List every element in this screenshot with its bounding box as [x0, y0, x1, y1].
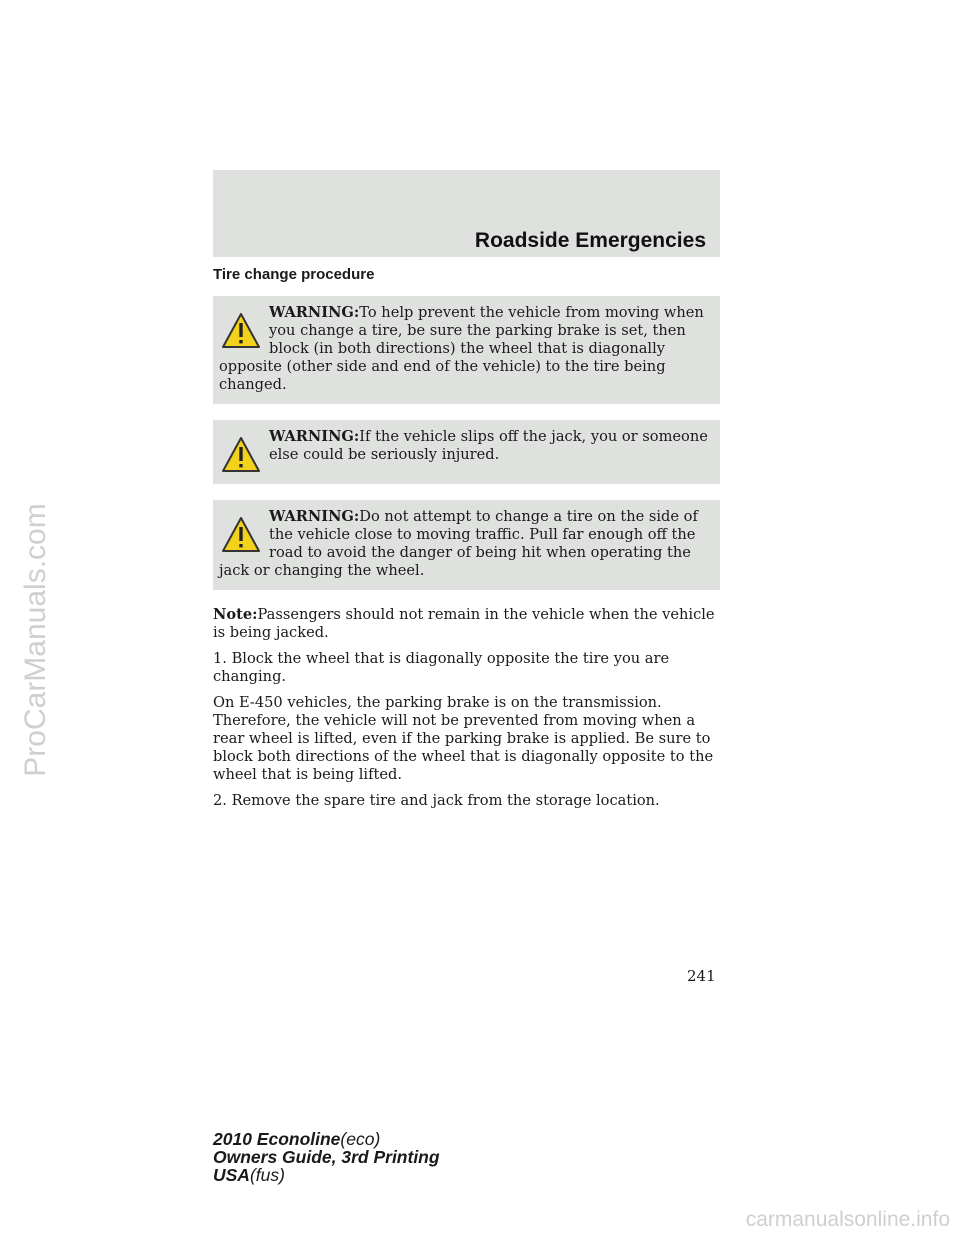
bottom-watermark: carmanualsonline.info: [745, 1208, 950, 1231]
warning-box-1: [213, 296, 720, 404]
step-2: 2. Remove the spare tire and jack from the storage location.: [213, 792, 660, 809]
footer-line-1: [213, 1130, 440, 1148]
footer-model-code: (eco): [340, 1129, 381, 1149]
warning-triangle-icon: [221, 516, 261, 554]
note-paragraph: [213, 606, 720, 642]
section-title: Roadside Emergencies: [474, 229, 706, 252]
footer-line-2: Owners Guide, 3rd Printing: [213, 1147, 440, 1167]
warning-text-3: [219, 508, 710, 580]
footer-line-3: [213, 1166, 440, 1184]
note-label: Note:: [213, 606, 258, 623]
page-content: [213, 266, 720, 818]
note-text: Passengers should not remain in the vehicle when the vehicle is being jacked.: [213, 606, 715, 641]
warning-label: WARNING:: [269, 304, 360, 321]
page-number: 241: [687, 967, 716, 985]
side-watermark: [6, 0, 66, 1242]
warning-box-3: [213, 500, 720, 590]
warning-text-1: [219, 304, 710, 394]
footer-model: 2010 Econoline: [213, 1129, 341, 1149]
footer: [213, 1130, 440, 1184]
warning-text-2: [219, 428, 710, 464]
footer-market-code: (fus): [249, 1165, 285, 1185]
warning-label: WARNING:: [269, 508, 360, 525]
warning-body: Do not attempt to change a tire on the side of the vehicle close to moving traffic. Pull far enough off the road to avoid the danger of being hit when operating the jack or changing the wheel.: [219, 508, 698, 579]
warning-body: To help prevent the vehicle from moving when you change a tire, be sure the parking brake is set, then block (in both directions) the wheel that is diagonally opposite (other side and end of the vehicle) to the tire being changed.: [219, 304, 704, 393]
warning-box-2: [213, 420, 720, 484]
section-header-band: [213, 170, 720, 257]
e450-paragraph: On E-450 vehicles, the parking brake is on the transmission. Therefore, the vehicle will not be prevented from moving when a rear wheel is lifted, even if the parking brake is applied. Be sure to block both directions of the wheel that is diagonally opposite to the wheel that is being lifted.: [213, 694, 714, 783]
side-watermark-text: ProCarManuals.com: [19, 503, 52, 777]
step-1: 1. Block the wheel that is diagonally opposite the tire you are changing.: [213, 650, 670, 685]
warning-body: If the vehicle slips off the jack, you or someone else could be seriously injured.: [269, 428, 708, 463]
warning-triangle-icon: [221, 436, 261, 474]
warning-label: WARNING:: [269, 428, 360, 445]
footer-market: USA: [213, 1165, 250, 1185]
subheading: Tire change procedure: [213, 266, 375, 283]
warning-triangle-icon: [221, 312, 261, 350]
